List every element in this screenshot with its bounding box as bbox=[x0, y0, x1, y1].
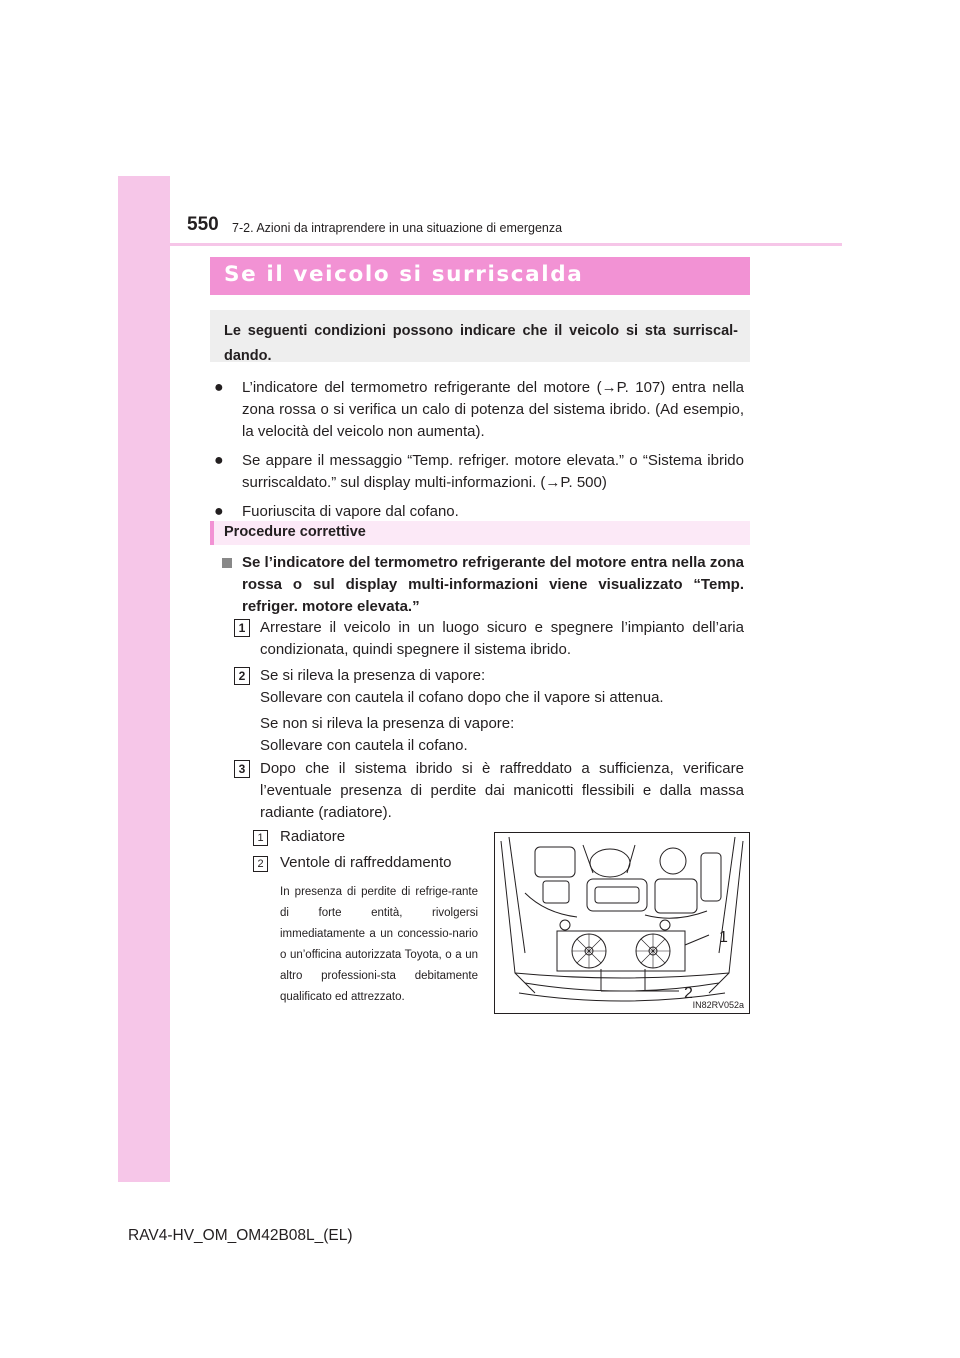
list-item bbox=[212, 501, 744, 523]
callout-number-2: 2 bbox=[253, 856, 268, 872]
sub-heading-text: Se l’indicatore del termometro refrigerante del motore entra nella zona rossa o sul display multi-informazioni viene visualizzato “Temp. refriger. motore elevata.” bbox=[242, 554, 744, 615]
step-number-1: 1 bbox=[234, 619, 250, 637]
callout-number-1: 1 bbox=[253, 830, 268, 846]
step-number-3: 3 bbox=[234, 760, 250, 778]
figure-code: IN82RV052a bbox=[692, 1000, 744, 1010]
step-2-text-a: Se si rileva la presenza di vapore: bbox=[260, 667, 486, 684]
step-3-text: Dopo che il sistema ibrido si è raffreddato a sufficienza, verificare l’eventuale presenza di perdite dai manicotti flessibili e dalla massa radiante (radiatore). bbox=[260, 760, 744, 821]
square-bullet-icon bbox=[222, 558, 232, 568]
intro-box: Le seguenti condizioni possono indicare che il veicolo si sta surriscal-dando. bbox=[210, 310, 750, 362]
step-2-text-d: Sollevare con cautela il cofano. bbox=[260, 737, 468, 754]
chapter-tab-bar bbox=[118, 176, 170, 1182]
step-2-text-c: Se non si rileva la presenza di vapore: bbox=[260, 715, 515, 732]
engine-bay-figure bbox=[494, 832, 750, 1014]
page-title: Se il veicolo si surriscalda bbox=[224, 262, 584, 287]
bullet-icon: ● bbox=[214, 452, 224, 469]
callout-label-fans: Ventole di raffreddamento bbox=[280, 854, 452, 871]
figure-marker-1: 1 bbox=[719, 929, 728, 946]
sub-heading bbox=[222, 552, 744, 618]
list-item bbox=[212, 450, 744, 494]
list-item bbox=[212, 377, 744, 443]
section-title: Procedure correttive bbox=[224, 524, 366, 540]
section-header bbox=[210, 521, 750, 545]
header-rule bbox=[170, 243, 842, 246]
document-code-footer: RAV4-HV_OM_OM42B08L_(EL) bbox=[128, 1227, 353, 1244]
bullet-icon: ● bbox=[214, 503, 224, 520]
figure-markers bbox=[495, 833, 749, 1013]
step-1-text: Arrestare il veicolo in un luogo sicuro e spegnere l’impianto dell’aria condizionata, quindi spegnere il sistema ibrido. bbox=[260, 619, 744, 658]
step-number-2: 2 bbox=[234, 667, 250, 685]
page-number: 550 bbox=[187, 214, 219, 235]
bullet-text: L’indicatore del termometro refrigerante del motore (→P. 107) entra nella zona rossa o si verifica un calo di potenza del sistema ibrido. (Ad esempio, la velocità del veicolo non aumenta). bbox=[242, 379, 744, 440]
step-2-text-b: Sollevare con cautela il cofano dopo che il vapore si attenua. bbox=[260, 689, 664, 706]
bullet-text: Se appare il messaggio “Temp. refriger. motore elevata.” o “Sistema ibrido surriscaldato.” sul display multi-informazioni. (→P. 500) bbox=[242, 452, 744, 491]
bullet-icon: ● bbox=[214, 379, 224, 396]
bullet-list bbox=[212, 377, 744, 530]
running-header: 7-2. Azioni da intraprendere in una situazione di emergenza bbox=[232, 221, 563, 235]
note-text: In presenza di perdite di refrige-rante di forte entità, rivolgersi immediatamente a un concessio-nario o un’officina autorizzata Toyota, o a un altro professioni-sta debitamente qualificato ed attrezzato. bbox=[280, 886, 478, 1003]
figure-marker-2: 2 bbox=[684, 985, 693, 1002]
callout-label-radiator: Radiatore bbox=[280, 828, 346, 845]
title-bar bbox=[210, 257, 750, 295]
bullet-text: Fuoriuscita di vapore dal cofano. bbox=[242, 503, 459, 520]
